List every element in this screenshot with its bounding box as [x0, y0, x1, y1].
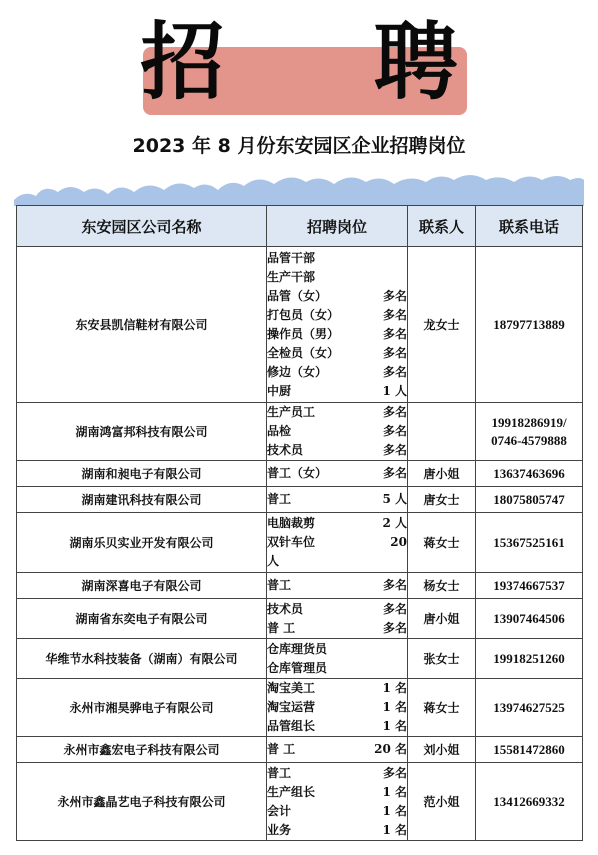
position-name: 淘宝美工	[267, 681, 316, 695]
company-name: 湖南和昶电子有限公司	[17, 461, 267, 487]
position-name: 普工	[267, 578, 292, 592]
position-item	[267, 600, 407, 619]
position-name: 普工（女）	[267, 466, 328, 480]
position-quantity: 1 名	[382, 784, 407, 799]
position-item	[267, 640, 407, 659]
table-row	[17, 639, 583, 679]
phone-number: 19918286919/	[491, 414, 567, 430]
position-quantity: 5 人	[382, 492, 407, 506]
company-name: 华维节水科技装备（湖南）有限公司	[17, 639, 267, 679]
contact-person: 蒋女士	[408, 513, 476, 573]
company-name: 湖南建讯科技有限公司	[17, 487, 267, 513]
position-quantity: 多名	[382, 620, 407, 635]
phone-number: 13637463696	[493, 465, 565, 481]
contact-person: 唐小姐	[408, 461, 476, 487]
position-quantity: 1 名	[382, 681, 407, 695]
header-position: 招聘岗位	[267, 206, 408, 247]
position-name: 普 工	[267, 742, 296, 756]
table-row	[17, 461, 583, 487]
position-quantity	[403, 640, 407, 659]
position-item	[267, 698, 407, 717]
contact-person: 张女士	[408, 639, 476, 679]
position-item	[267, 306, 407, 325]
position-name: 人	[267, 554, 280, 568]
banner-title: 招 聘	[140, 12, 518, 111]
contact-person: 唐小姐	[408, 599, 476, 639]
position-name: 技术员	[267, 443, 304, 457]
position-item	[267, 422, 407, 441]
table-row	[17, 763, 583, 841]
contact-phone	[476, 679, 583, 737]
position-quantity: 多名	[382, 288, 407, 303]
position-item	[267, 619, 407, 638]
position-list	[267, 737, 408, 763]
table-row	[17, 513, 583, 573]
position-item	[267, 249, 407, 268]
phone-number: 15581472860	[493, 741, 565, 757]
position-name: 普工	[267, 765, 292, 780]
phone-number: 19374667537	[493, 577, 565, 593]
phone-number: 19918251260	[493, 650, 565, 666]
position-item	[267, 679, 407, 698]
position-quantity: 多名	[382, 765, 407, 780]
position-name: 中厨	[267, 383, 292, 398]
phone-number: 15367525161	[493, 534, 565, 550]
position-name: 技术员	[267, 601, 304, 616]
position-name: 操作员（男）	[267, 326, 340, 341]
phone-number: 13907464506	[493, 610, 565, 626]
company-name: 湖南深喜电子有限公司	[17, 573, 267, 599]
company-name: 东安县凯信鞋材有限公司	[17, 247, 267, 403]
position-name: 业务	[267, 822, 292, 837]
position-item	[267, 533, 407, 552]
position-list	[267, 461, 408, 487]
position-name: 全检员（女）	[267, 345, 340, 360]
position-item	[267, 576, 407, 595]
position-name: 修边（女）	[267, 364, 328, 379]
position-item	[267, 382, 407, 401]
position-name: 仓库理货员	[267, 641, 328, 656]
position-list	[267, 573, 408, 599]
position-quantity: 多名	[382, 443, 407, 457]
position-quantity: 20	[390, 535, 407, 549]
position-list	[267, 487, 408, 513]
position-quantity: 1 名	[382, 719, 407, 733]
position-quantity: 1 名	[382, 700, 407, 714]
table-row	[17, 247, 583, 403]
contact-phone	[476, 513, 583, 573]
position-list	[267, 763, 408, 841]
company-name: 湖南省东奕电子有限公司	[17, 599, 267, 639]
position-quantity: 2 人	[382, 516, 407, 530]
contact-phone	[476, 599, 583, 639]
contact-phone	[476, 573, 583, 599]
contact-person: 唐女士	[408, 487, 476, 513]
position-name: 生产员工	[267, 405, 316, 419]
position-list	[267, 403, 408, 461]
contact-phone	[476, 639, 583, 679]
position-name: 品检	[267, 424, 292, 438]
position-item	[267, 268, 407, 287]
position-item	[267, 490, 407, 509]
contact-person: 范小姐	[408, 763, 476, 841]
position-list	[267, 513, 408, 573]
contact-phone	[476, 403, 583, 461]
position-name: 普 工	[267, 620, 296, 635]
position-name: 生产组长	[267, 784, 316, 799]
position-quantity: 多名	[382, 424, 407, 438]
position-name: 品管（女）	[267, 288, 328, 303]
position-name: 品管组长	[267, 719, 316, 733]
phone-number: 18797713889	[493, 316, 565, 332]
position-item	[267, 764, 407, 783]
header-company: 东安园区公司名称	[17, 206, 267, 247]
contact-phone	[476, 247, 583, 403]
header-phone: 联系电话	[476, 206, 583, 247]
position-item	[267, 441, 407, 460]
position-item	[267, 464, 407, 483]
position-quantity: 1 名	[382, 803, 407, 818]
table-row	[17, 487, 583, 513]
contact-person	[408, 403, 476, 461]
position-list	[267, 599, 408, 639]
contact-person: 刘小姐	[408, 737, 476, 763]
table-row	[17, 679, 583, 737]
position-name: 淘宝运营	[267, 700, 316, 714]
cloud-decoration	[14, 170, 584, 206]
company-name: 湖南乐贝实业开发有限公司	[17, 513, 267, 573]
phone-number: 18075805747	[493, 491, 565, 507]
position-item	[267, 363, 407, 382]
position-item	[267, 783, 407, 802]
position-name: 双针车位	[267, 535, 316, 549]
contact-phone	[476, 737, 583, 763]
company-name: 永州市湘昊骅电子有限公司	[17, 679, 267, 737]
position-quantity: 多名	[382, 466, 407, 480]
phone-number-secondary: 0746-4579888	[491, 432, 567, 448]
position-quantity: 多名	[382, 405, 407, 419]
position-quantity: 多名	[382, 326, 407, 341]
position-quantity: 多名	[382, 601, 407, 616]
position-item	[267, 821, 407, 840]
position-item	[267, 403, 407, 422]
phone-number: 13974627525	[493, 699, 565, 715]
position-list	[267, 639, 408, 679]
position-name: 会计	[267, 803, 292, 818]
contact-phone	[476, 763, 583, 841]
contact-person: 杨女士	[408, 573, 476, 599]
position-quantity: 多名	[382, 345, 407, 360]
position-item	[267, 344, 407, 363]
table-row	[17, 737, 583, 763]
position-quantity: 20 名	[374, 742, 407, 756]
position-quantity: 多名	[382, 307, 407, 322]
recruitment-table	[16, 205, 583, 841]
table-header-row	[17, 206, 583, 247]
company-name: 湖南鸿富邦科技有限公司	[17, 403, 267, 461]
position-name: 仓库管理员	[267, 660, 328, 675]
position-quantity: 1 名	[382, 822, 407, 837]
position-quantity	[403, 268, 407, 287]
position-item	[267, 740, 407, 759]
position-item	[267, 287, 407, 306]
position-name: 品管干部	[267, 250, 316, 265]
position-name: 电脑裁剪	[267, 516, 316, 530]
table-row	[17, 403, 583, 461]
position-item	[267, 552, 407, 571]
position-quantity: 多名	[382, 364, 407, 379]
contact-person: 龙女士	[408, 247, 476, 403]
company-name: 永州市鑫宏电子科技有限公司	[17, 737, 267, 763]
header-contact: 联系人	[408, 206, 476, 247]
position-list	[267, 247, 408, 403]
position-item	[267, 717, 407, 736]
position-name: 生产干部	[267, 269, 316, 284]
position-quantity: 多名	[382, 578, 407, 592]
company-name: 永州市鑫晶艺电子科技有限公司	[17, 763, 267, 841]
position-item	[267, 514, 407, 533]
position-name: 普工	[267, 492, 292, 506]
contact-phone	[476, 461, 583, 487]
position-quantity	[403, 552, 407, 571]
page-subtitle: 2023 年 8 月份东安园区企业招聘岗位	[132, 135, 466, 157]
position-quantity	[403, 249, 407, 268]
phone-number: 13412669332	[493, 793, 565, 809]
contact-person: 蒋女士	[408, 679, 476, 737]
position-quantity: 1 人	[382, 383, 407, 398]
position-list	[267, 679, 408, 737]
position-item	[267, 325, 407, 344]
table-row	[17, 573, 583, 599]
contact-phone	[476, 487, 583, 513]
position-item	[267, 659, 407, 678]
position-quantity	[403, 659, 407, 678]
position-item	[267, 802, 407, 821]
table-row	[17, 599, 583, 639]
position-name: 打包员（女）	[267, 307, 340, 322]
